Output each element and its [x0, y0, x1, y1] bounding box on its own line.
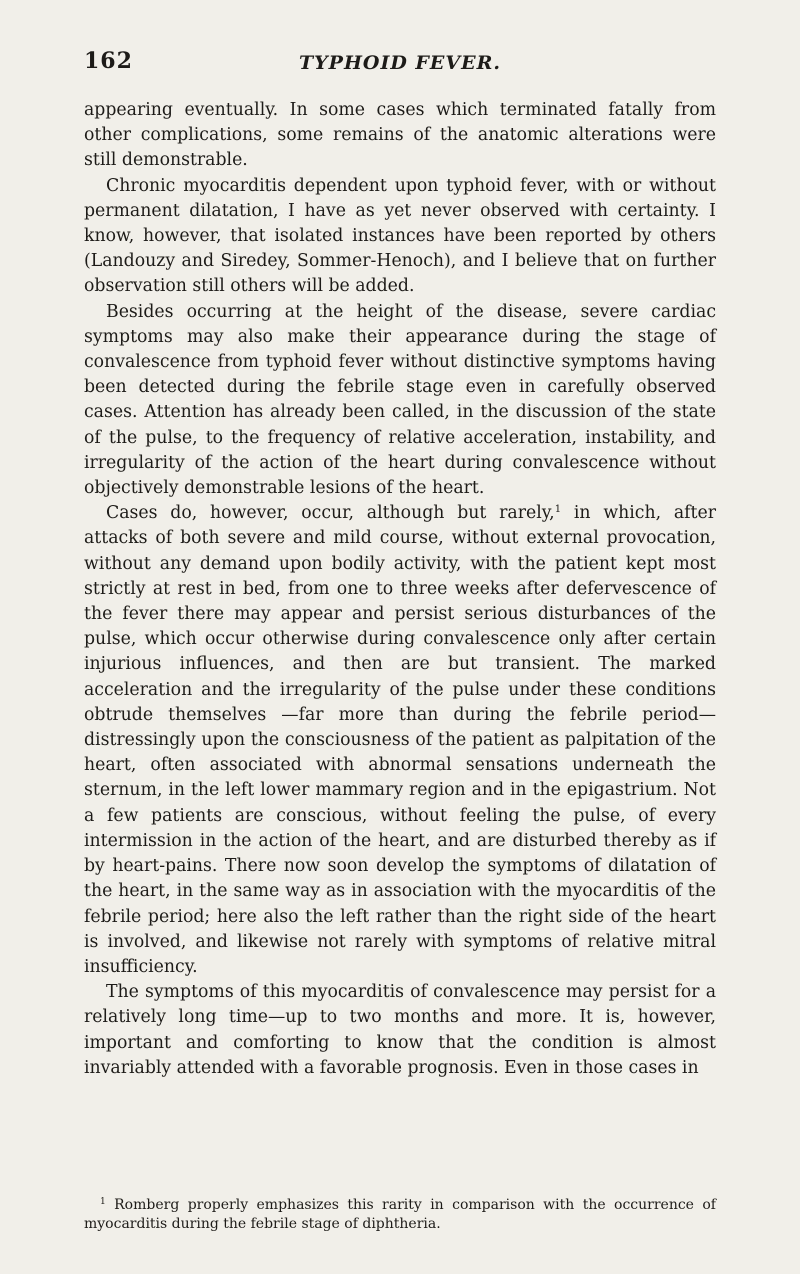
footnote-reference: 1 [554, 504, 562, 516]
body-text [84, 98, 716, 1081]
paragraph-cases-occur [84, 501, 716, 980]
paragraph-text-end: in which, after attacks of both severe and mild course, without external provocation, without any demand upon bodily activity, with the patient kept most strictly at rest in bed, from one to three weeks after defervescence of the fever there may appear and persist serious disturbances of the pulse, which occur otherwise during convalescence only after certain injurious influences, and then are but transient. The marked acceleration and the irregularity of the pulse under these conditions obtrude themselves —far more than during the febrile period—distressingly upon the consciousness of the patient as palpitation of the heart, often associated with abnormal sensations underneath the sternum, in the left lower mammary region and in the epigastrium. Not a few patients are conscious, without feeling the pulse, of every intermission in the action of the heart, and are disturbed thereby as if by heart-pains. There now soon develop the symptoms of dilatation of the heart, in the same way as in association with the myocarditis of the febrile period; here also the left rather than the right side of the heart is involved, and likewise not rarely with symptoms of relative mitral insufficiency. [84, 503, 716, 977]
running-head: TYPHOID FEVER. [298, 52, 502, 74]
paragraph-text-start: Cases do, however, occur, although but rarely, [106, 503, 555, 524]
page-number: 162 [84, 48, 133, 74]
paragraph-convalescence-symptoms: Besides occurring at the height of the disease, severe cardiac symptoms may also make their appearance during the stage of convalescence from typhoid fever without distinctive symptoms having been detected during the febrile stage even in carefully observed cases. Attention has already been called, in the discussion of the state of the pulse, to the frequency of relative acceleration, instability, and irregularity of the action of the heart during convalescence without objectively demonstrable lesions of the heart. [84, 301, 716, 499]
footnote [84, 1196, 716, 1234]
page-header [84, 48, 716, 88]
paragraph-continued: appearing eventually. In some cases which terminated fatally from other complications, some remains of the anatomic alterations were still demonstrable. [84, 100, 716, 171]
footnote-text: Romberg properly emphasizes this rarity in comparison with the occurrence of myocarditis during the febrile stage of diphtheria. [84, 1197, 716, 1232]
paragraph-prognosis: The symptoms of this myocarditis of convalescence may persist for a relatively long time—up to two months and more. It is, however, important and comforting to know that the condition is almost invariably attended with a favorable prognosis. Even in those cases in [84, 982, 716, 1078]
paragraph-chronic-myocarditis: Chronic myocarditis dependent upon typhoid fever, with or without permanent dilatation, I have as yet never observed with certainty. I know, however, that isolated instances have been reported by others (Landouzy and Siredey, Sommer-Henoch), and I believe that on further observation still others will be added. [84, 175, 716, 297]
footnote-mark: 1 [100, 1197, 106, 1207]
